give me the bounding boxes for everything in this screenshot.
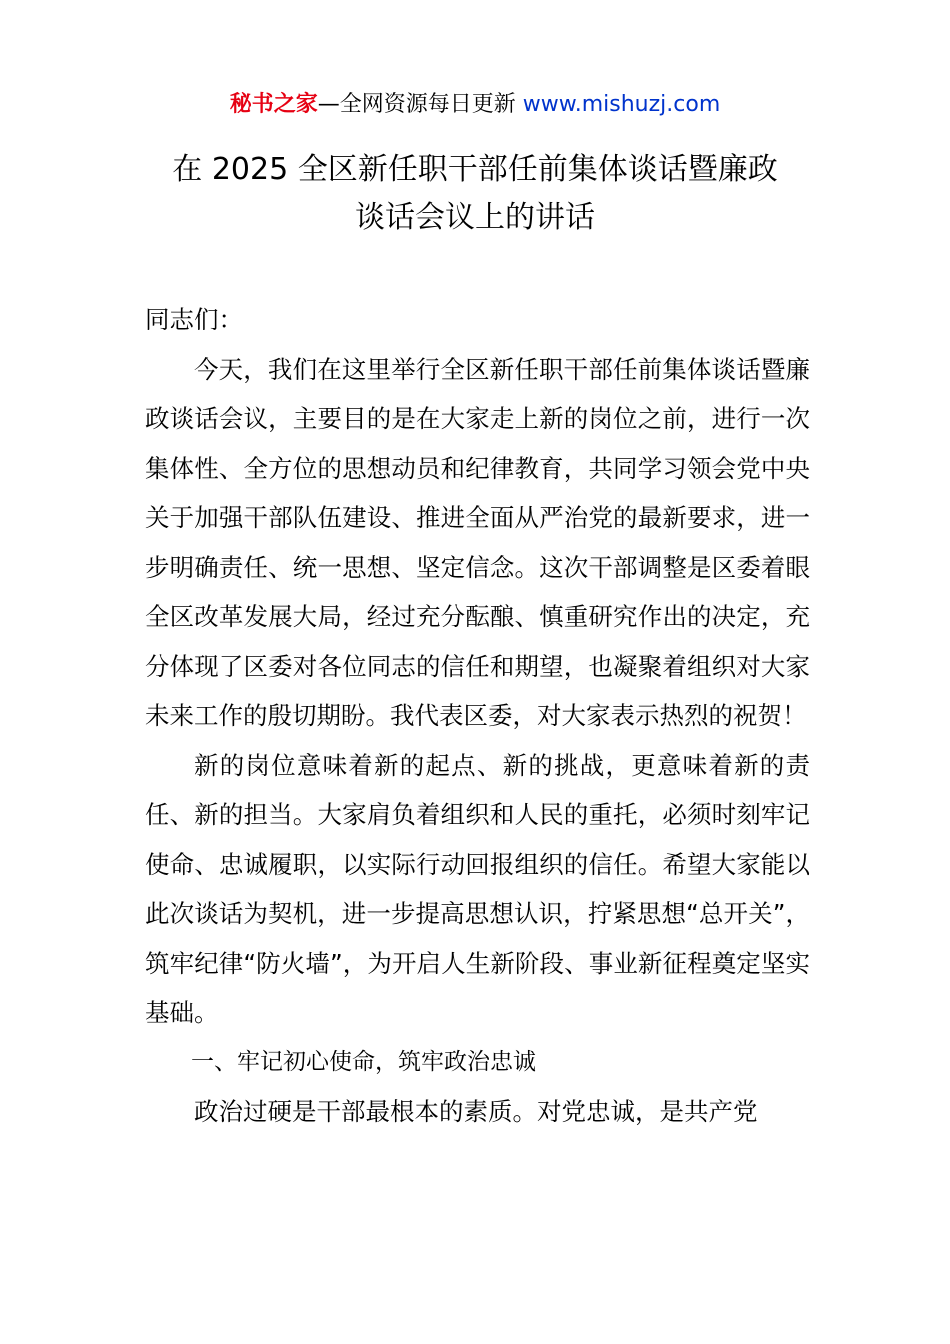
title-line-2: 谈话会议上的讲话 xyxy=(355,200,595,235)
site-tagline: —全网资源每日更新 xyxy=(317,92,523,117)
site-header xyxy=(0,88,950,122)
title-line-1: 在 2025 全区新任职干部任前集体谈话暨廉政 xyxy=(172,152,778,187)
section-heading-1: 一、牢记初心使命，筑牢政治忠诚 xyxy=(191,1048,536,1075)
document-title xyxy=(0,146,950,242)
salutation: 同志们： xyxy=(145,305,243,334)
paragraph-2: 新的岗位意味着新的起点、新的挑战，更意味着新的责任、新的担当。大家肩负着组织和人民的重托，必须时刻牢记使命、忠诚履职，以实际行动回报组织的信任。希望大家能以此次谈话为契机，进一步提高思想认识，拧紧思想“总开关”，筑牢纪律“防火墙”，为开启人生新阶段、事业新征程奠定坚实基础。 xyxy=(145,750,810,1027)
site-brand: 秘书之家 xyxy=(229,92,318,117)
section-1-paragraph: 政治过硬是干部最根本的素质。对党忠诚，是共产党 xyxy=(194,1097,758,1126)
document-body xyxy=(145,295,810,1137)
paragraph-1: 今天，我们在这里举行全区新任职干部任前集体谈话暨廉政谈话会议，主要目的是在大家走上新的岗位之前，进行一次集体性、全方位的思想动员和纪律教育，共同学习领会党中央关于加强干部队伍建设、推进全面从严治党的最新要求，进一步明确责任、统一思想、坚定信念。这次干部调整是区委着眼全区改革发展大局，经过充分酝酿、慎重研究作出的决定，充分体现了区委对各位同志的信任和期望，也凝聚着组织对大家未来工作的殷切期盼。我代表区委，对大家表示热烈的祝贺！ xyxy=(145,354,810,730)
site-url-link[interactable]: www.mishuzj.com xyxy=(522,92,721,117)
